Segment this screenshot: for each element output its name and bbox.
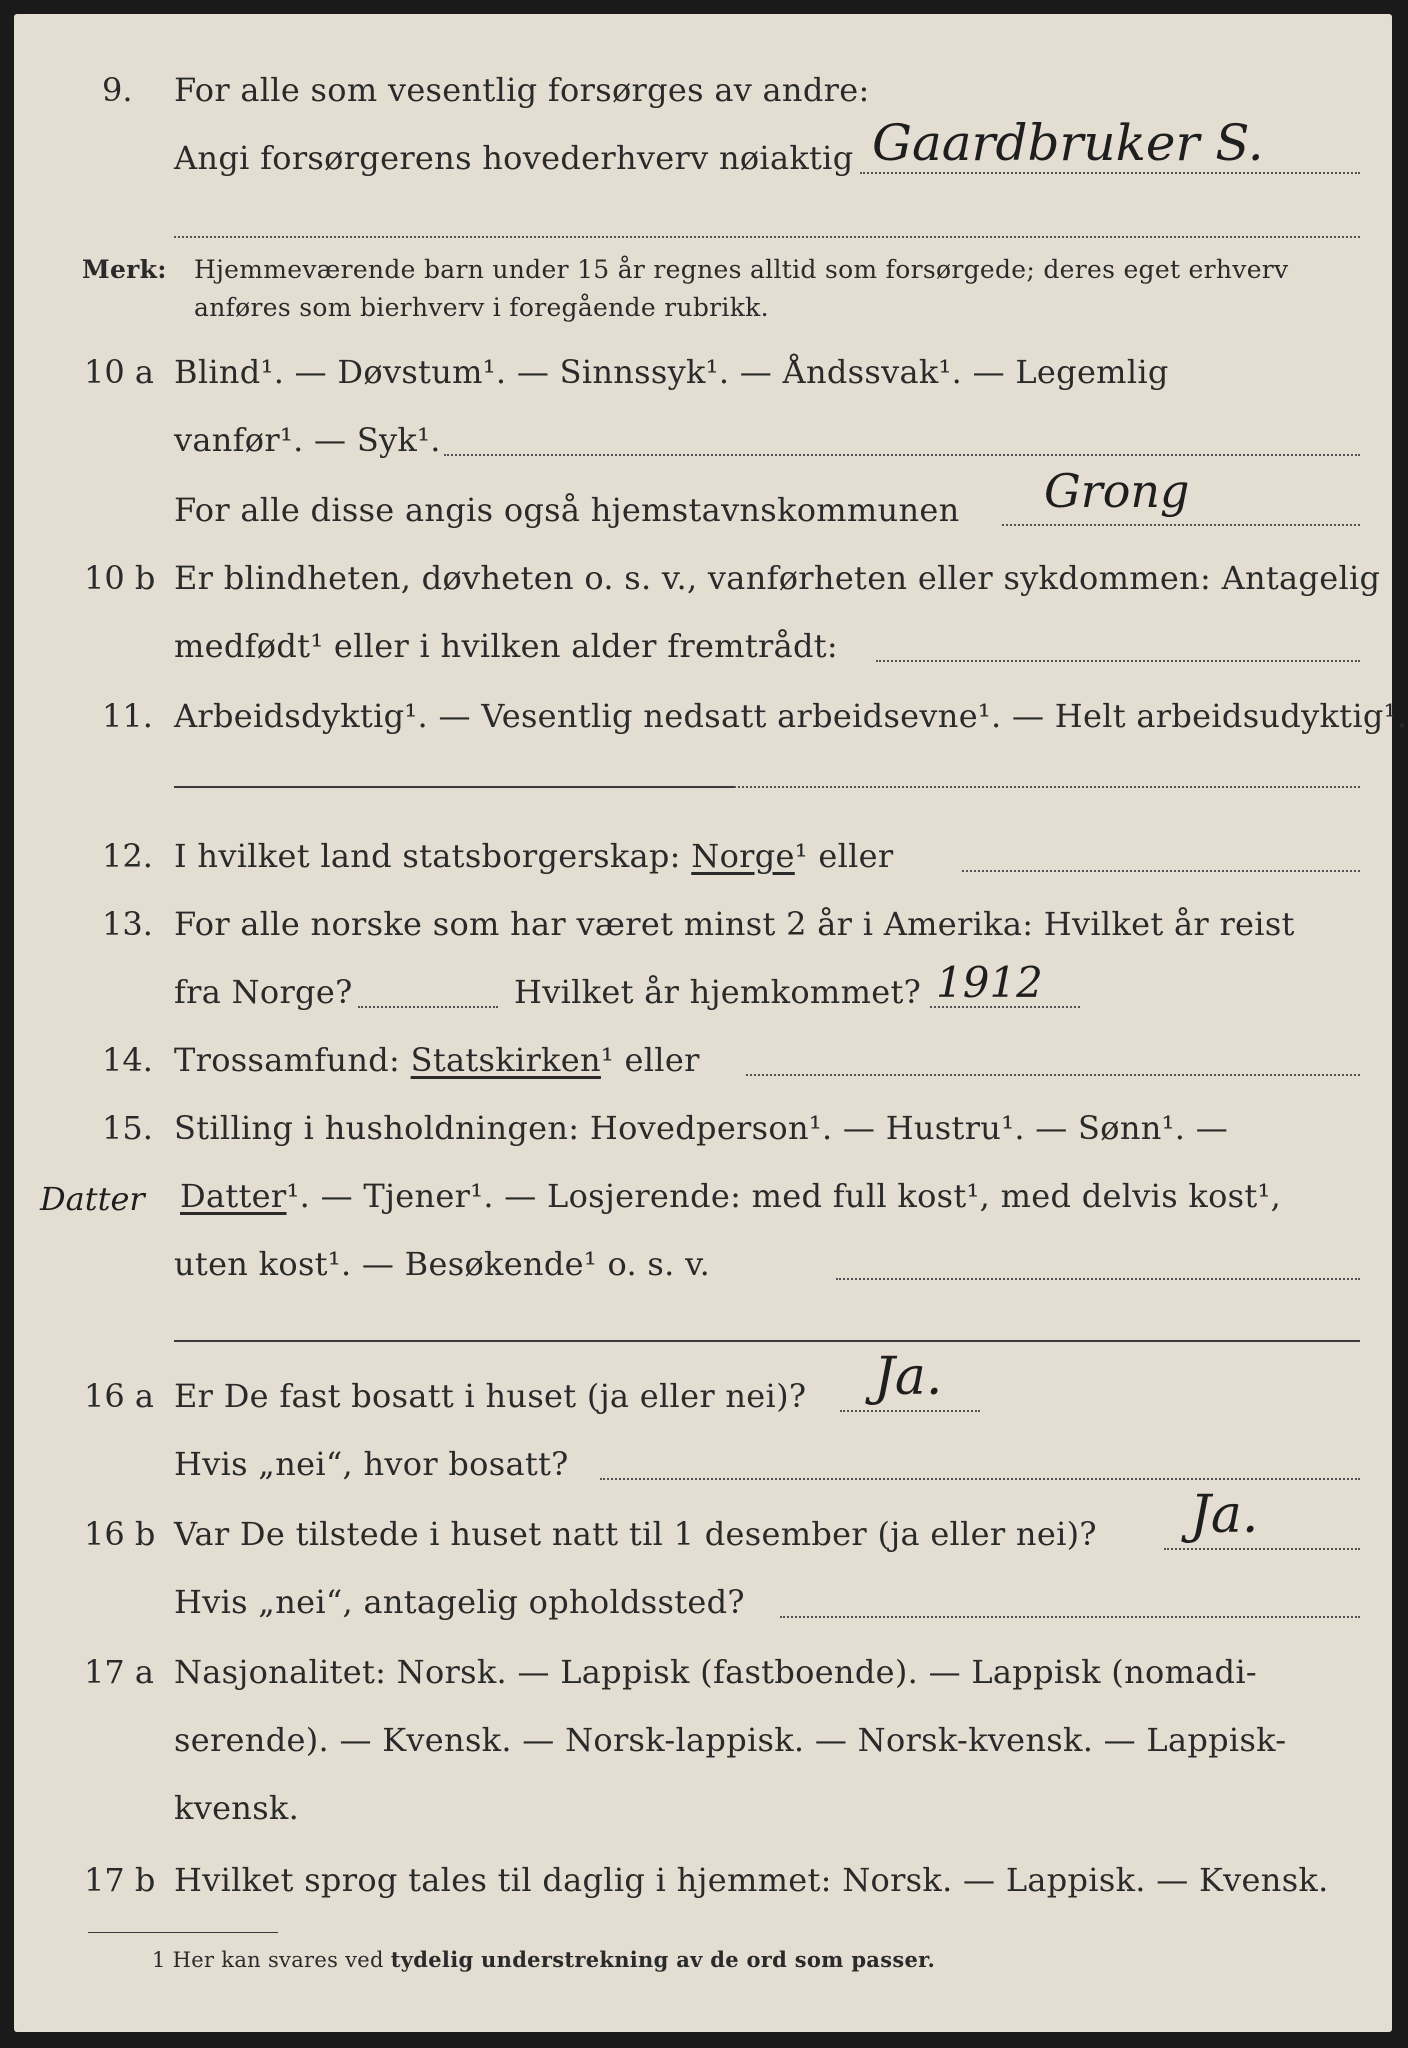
- q15-number: 15.: [102, 1109, 153, 1147]
- q11-number: 11.: [102, 697, 153, 735]
- q12-sup: ¹: [794, 837, 808, 875]
- q10a-handwritten-answer: Grong: [1044, 464, 1190, 518]
- q13-line2a: fra Norge?: [174, 973, 353, 1011]
- q10b-line2: medfødt¹ eller i hvilken alder fremtrådt:: [174, 627, 838, 665]
- q16a-answer-line: [840, 1410, 980, 1412]
- q16a-number: 16 a: [84, 1377, 154, 1415]
- q16b-number: 16 b: [84, 1515, 156, 1553]
- q16a-line1: Er De fast bosatt i huset (ja eller nei)?: [174, 1377, 807, 1415]
- q16a-handwritten-answer: Ja.: [874, 1347, 943, 1407]
- q16a-bosatt-line: [600, 1478, 1360, 1480]
- q9-number: 9.: [102, 71, 133, 109]
- q9-line1: For alle som vesentlig forsørges av andre:: [174, 71, 870, 109]
- q11-rule-left: [174, 786, 734, 788]
- q12-answer-line: [962, 870, 1360, 872]
- q12-text: [174, 836, 894, 876]
- q11-line1: Arbeidsdyktig¹. — Vesentlig nedsatt arbeidsevne¹. — Helt arbeidsudyktig¹.: [174, 697, 1408, 735]
- q15-answer-line: [836, 1278, 1360, 1280]
- q13-line1: For alle norske som har været minst 2 år i Amerika: Hvilket år reist: [174, 905, 1295, 943]
- q10a-number: 10 a: [84, 353, 154, 391]
- q17b-line1: Hvilket sprog tales til daglig i hjemmet: Norsk. — Lappisk. — Kvensk.: [174, 1861, 1329, 1899]
- q10a-answer-line: [1002, 524, 1360, 526]
- q15-line2: [180, 1176, 1281, 1216]
- q14-underlined-answer: Statskirken: [410, 1041, 601, 1079]
- q15-rule: [174, 1340, 1360, 1342]
- q9-handwritten-answer: Gaardbruker S.: [872, 114, 1264, 172]
- q10b-line1: Er blindheten, døvheten o. s. v., vanførheten eller sykdommen: Antagelig: [174, 559, 1381, 597]
- merk-line2: anføres som bierhverv i foregående rubrikk.: [194, 293, 769, 322]
- q15-margin-note: Datter: [40, 1180, 145, 1218]
- q16b-line1: Var De tilstede i huset natt til 1 desember (ja eller nei)?: [174, 1515, 1097, 1553]
- footnote: [152, 1946, 935, 1974]
- q16b-handwritten-answer: Ja.: [1190, 1485, 1259, 1545]
- q12-suffix: eller: [818, 837, 894, 875]
- q10a-line3: For alle disse angis også hjemstavnskommunen: [174, 491, 960, 529]
- q16b-answer-line: [1164, 1548, 1360, 1550]
- q17a-line3: kvensk.: [174, 1789, 300, 1827]
- q17b-number: 17 b: [84, 1861, 156, 1899]
- q15-line2-rest: ¹. — Tjener¹. — Losjerende: med full kost¹, med delvis kost¹,: [286, 1177, 1282, 1215]
- footnote-rule: [88, 1932, 278, 1933]
- q10a-line1: Blind¹. — Døvstum¹. — Sinnssyk¹. — Åndssvak¹. — Legemlig: [174, 353, 1169, 391]
- q9-line2: Angi forsørgerens hovederhverv nøiaktig: [174, 139, 854, 177]
- q9-second-line: [174, 236, 1360, 238]
- q14-number: 14.: [102, 1041, 153, 1079]
- q14-answer-line: [746, 1074, 1360, 1076]
- q16b-line2: Hvis „nei“, antagelig opholdssted?: [174, 1583, 745, 1621]
- q16a-line2: Hvis „nei“, hvor bosatt?: [174, 1445, 569, 1483]
- q12-number: 12.: [102, 837, 153, 875]
- q17a-number: 17 a: [84, 1653, 154, 1691]
- q14-prefix: Trossamfund:: [174, 1041, 401, 1079]
- q13-number: 13.: [102, 905, 153, 943]
- census-form-page: [14, 14, 1408, 2032]
- q12-underlined-answer: Norge: [691, 837, 795, 875]
- q16b-opholdssted-line: [780, 1616, 1360, 1618]
- footnote-normal: Her kan svares ved: [172, 1948, 384, 1972]
- q10b-answer-line: [876, 660, 1360, 662]
- q15-line3: uten kost¹. — Besøkende¹ o. s. v.: [174, 1245, 711, 1283]
- q10b-number: 10 b: [84, 559, 156, 597]
- q11-rule-right: [734, 786, 1360, 788]
- q13-handwritten-answer: 1912: [936, 958, 1043, 1007]
- q12-prefix: I hvilket land statsborgerskap:: [174, 837, 681, 875]
- q13-reist-line: [358, 1006, 498, 1008]
- q9-answer-line: [860, 172, 1360, 174]
- q17a-line2: serende). — Kvensk. — Norsk-lappisk. — Norsk-kvensk. — Lappisk-: [174, 1721, 1287, 1759]
- merk-label: Merk:: [82, 255, 167, 284]
- q14-sup: ¹: [600, 1041, 615, 1079]
- q10a-syk-line: [444, 454, 1360, 456]
- q13-line2b: Hvilket år hjemkommet?: [514, 973, 922, 1011]
- merk-line1: Hjemmeværende barn under 15 år regnes alltid som forsørgede; deres eget erhverv: [194, 255, 1289, 284]
- footnote-mark: 1: [152, 1948, 166, 1972]
- q14-suffix: eller: [624, 1041, 700, 1079]
- q15-underlined-answer: Datter: [180, 1177, 287, 1215]
- q17a-line1: Nasjonalitet: Norsk. — Lappisk (fastboende). — Lappisk (nomadi-: [174, 1653, 1257, 1691]
- q14-text: [174, 1040, 700, 1080]
- q10a-line2: vanfør¹. — Syk¹.: [174, 421, 441, 459]
- q15-line1: Stilling i husholdningen: Hovedperson¹. — Hustru¹. — Sønn¹. —: [174, 1109, 1229, 1147]
- footnote-bold: tydelig understrekning av de ord som passer.: [390, 1947, 936, 1972]
